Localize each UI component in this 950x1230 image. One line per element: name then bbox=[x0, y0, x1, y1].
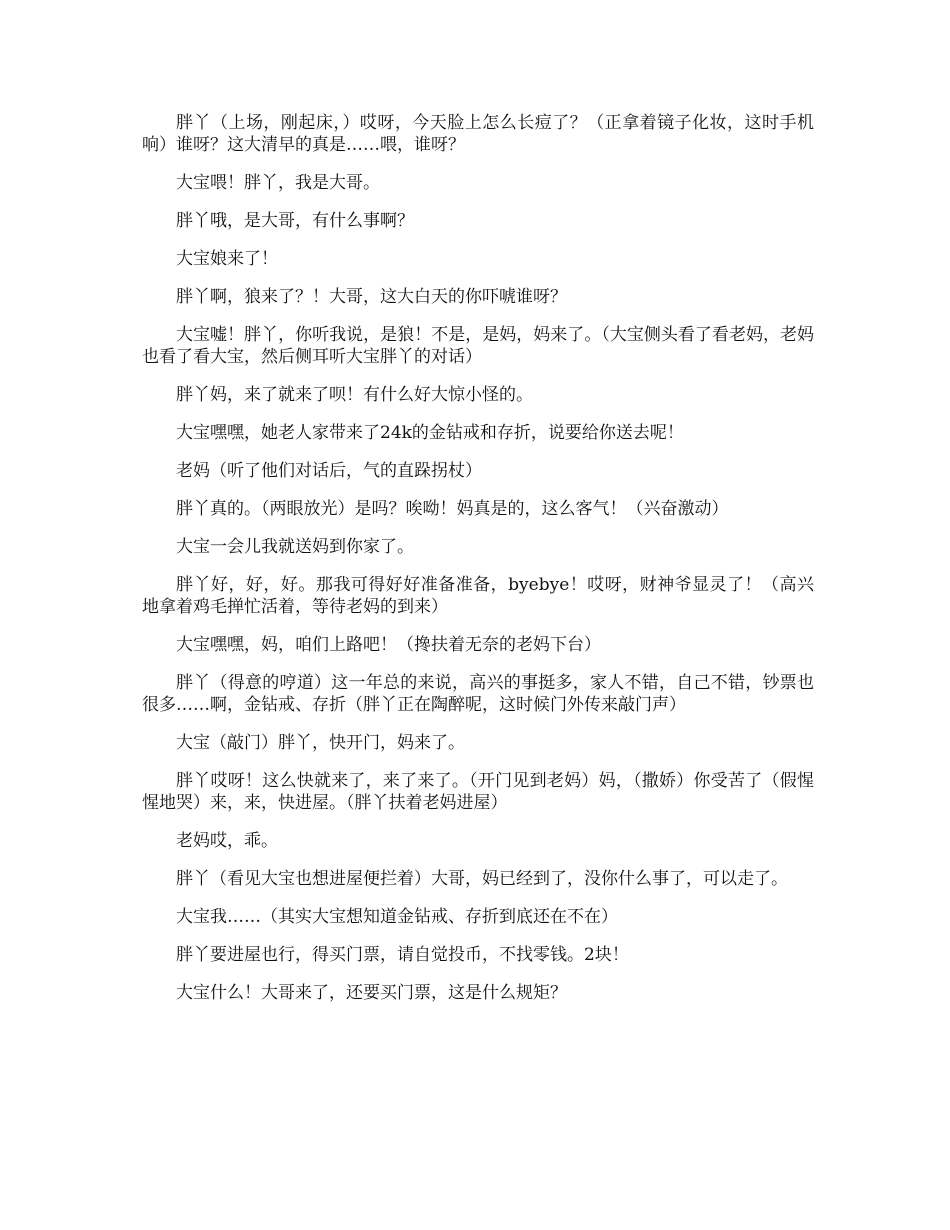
paragraph: 大宝嘘！胖丫，你听我说，是狼！不是，是妈，妈来了。（大宝侧头看了看老妈，老妈也看了看大宝，然后侧耳听大宝胖丫的对话） bbox=[142, 325, 814, 367]
paragraph: 老妈哎，乖。 bbox=[176, 831, 278, 851]
paragraph: 胖丫（看见大宝也想进屋便拦着）大哥，妈已经到了，没你什么事了，可以走了。 bbox=[176, 869, 788, 889]
paragraph: 大宝什么！大哥来了，还要买门票，这是什么规矩？ bbox=[176, 983, 567, 1003]
paragraph: 大宝一会儿我就送妈到你家了。 bbox=[176, 537, 414, 557]
paragraph: 大宝我……（其实大宝想知道金钻戒、存折到底还在不在） bbox=[176, 907, 618, 927]
paragraph: 胖丫啊，狼来了？！大哥，这大白天的你吓唬谁呀？ bbox=[176, 287, 567, 307]
paragraph: 胖丫哎呀！这么快就来了，来了来了。（开门见到老妈）妈，（撒娇）你受苦了（假惺惺地哭）来，来，快进屋。（胖丫扶着老妈进屋） bbox=[142, 771, 814, 813]
paragraph: 胖丫好，好，好。那我可得好好准备准备，byebye！哎呀，财神爷显灵了！（高兴地拿着鸡毛掸忙活着，等待老妈的到来） bbox=[142, 575, 814, 617]
paragraph: 胖丫（得意的哼道）这一年总的来说，高兴的事挺多，家人不错，自己不错，钞票也很多……啊，金钻戒、存折（胖丫正在陶醉呢，这时候门外传来敲门声） bbox=[142, 673, 814, 715]
paragraph: 大宝喂！胖丫，我是大哥。 bbox=[176, 173, 380, 193]
paragraph: 胖丫要进屋也行，得买门票，请自觉投币，不找零钱。2块！ bbox=[176, 945, 629, 965]
paragraph: 胖丫哦，是大哥，有什么事啊？ bbox=[176, 211, 414, 231]
paragraph: 胖丫真的。（两眼放光）是吗？唉呦！妈真是的，这么客气！（兴奋激动） bbox=[176, 499, 729, 519]
paragraph: 老妈（听了他们对话后，气的直跺拐杖） bbox=[176, 461, 482, 481]
paragraph: 大宝娘来了！ bbox=[176, 249, 278, 269]
paragraph: 大宝嘿嘿，妈，咱们上路吧！（搀扶着无奈的老妈下台） bbox=[176, 635, 601, 655]
paragraph: 胖丫妈，来了就来了呗！有什么好大惊小怪的。 bbox=[176, 385, 533, 405]
document-page bbox=[142, 112, 814, 1020]
paragraph: 大宝嘿嘿，她老人家带来了24k的金钻戒和存折，说要给你送去呢！ bbox=[176, 423, 684, 443]
paragraph: 大宝（敲门）胖丫，快开门，妈来了。 bbox=[176, 733, 465, 753]
paragraph: 胖丫（上场，刚起床，）哎呀，今天脸上怎么长痘了？（正拿着镜子化妆，这时手机响）谁呀？这大清早的真是……喂，谁呀？ bbox=[142, 113, 814, 155]
